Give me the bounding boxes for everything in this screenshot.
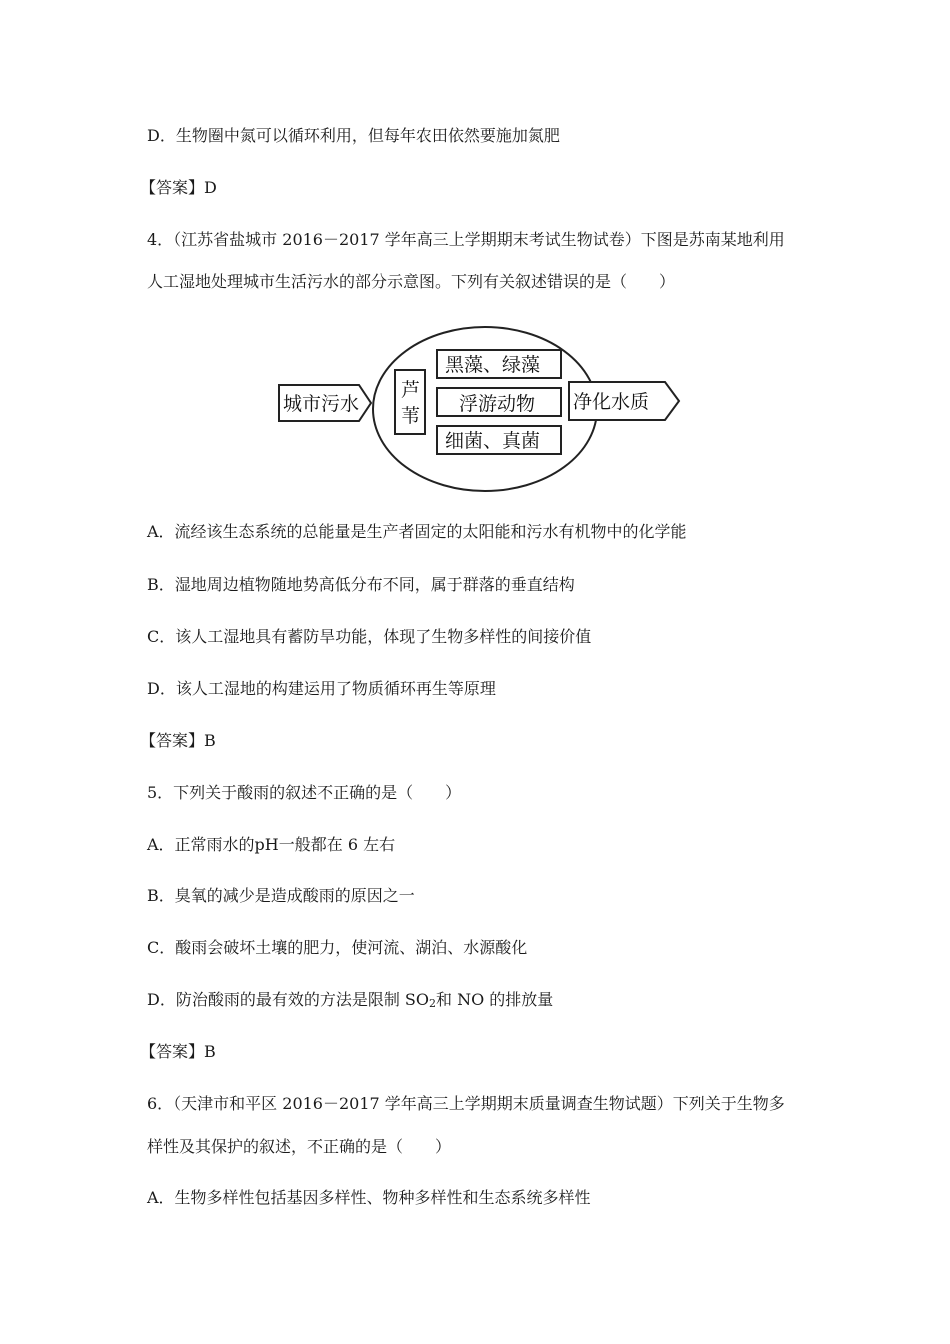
q4-option-d: D．该人工湿地的构建运用了物质循环再生等原理	[147, 679, 496, 698]
q5-option-b: B．臭氧的减少是造成酸雨的原因之一	[147, 886, 415, 905]
q5-option-c: C．酸雨会破坏土壤的肥力，使河流、湖泊、水源酸化	[147, 938, 528, 957]
reed-char-2: 苇	[401, 405, 421, 427]
q5-option-a: A．正常雨水的pH一般都在 6 左右	[147, 835, 396, 854]
q4-stem-line1: 4．（江苏省盐城市 2016－2017 学年高三上学期期末考试生物试卷）下图是苏南某地利用	[147, 230, 785, 249]
q4-answer: 【答案】B	[140, 731, 216, 750]
q5-option-d-text: D．防治酸雨的最有效的方法是限制 SO	[147, 990, 429, 1009]
q4-option-c: C．该人工湿地具有蓄防旱功能，体现了生物多样性的间接价值	[147, 627, 592, 646]
q4-stem-line2: 人工湿地处理城市生活污水的部分示意图。下列有关叙述错误的是（ ）	[147, 272, 676, 291]
q5-option-d	[147, 990, 553, 1014]
q6-stem-line1: 6．（天津市和平区 2016－2017 学年高三上学期期末质量调查生物试题）下列关于生物多	[147, 1094, 785, 1113]
q5-stem: 5．下列关于酸雨的叙述不正确的是（ ）	[147, 783, 462, 802]
box-algae-label: 黑藻、绿藻	[445, 354, 541, 376]
q4-option-a: A．流经该生态系统的总能量是生产者固定的太阳能和污水有机物中的化学能	[147, 522, 687, 541]
q6-stem-line2: 样性及其保护的叙述，不正确的是（ ）	[147, 1137, 452, 1156]
box-zooplankton-label: 浮游动物	[459, 393, 536, 415]
q6-option-a: A．生物多样性包括基因多样性、物种多样性和生态系统多样性	[147, 1188, 591, 1207]
output-label: 净化水质	[573, 391, 650, 413]
q5-option-d-text-end: 和 NO 的排放量	[436, 990, 554, 1009]
input-label: 城市污水	[283, 393, 360, 415]
q3-option-d: D．生物圈中氮可以循环利用，但每年农田依然要施加氮肥	[147, 126, 560, 145]
q3-answer: 【答案】D	[140, 178, 217, 197]
q4-option-b: B．湿地周边植物随地势高低分布不同，属于群落的垂直结构	[147, 575, 575, 594]
q5-option-d-subscript: 2	[429, 997, 436, 1010]
q5-answer: 【答案】B	[140, 1042, 216, 1061]
box-microbes-label: 细菌、真菌	[445, 430, 541, 452]
wetland-diagram	[275, 322, 695, 496]
reed-char-1: 芦	[401, 379, 421, 401]
